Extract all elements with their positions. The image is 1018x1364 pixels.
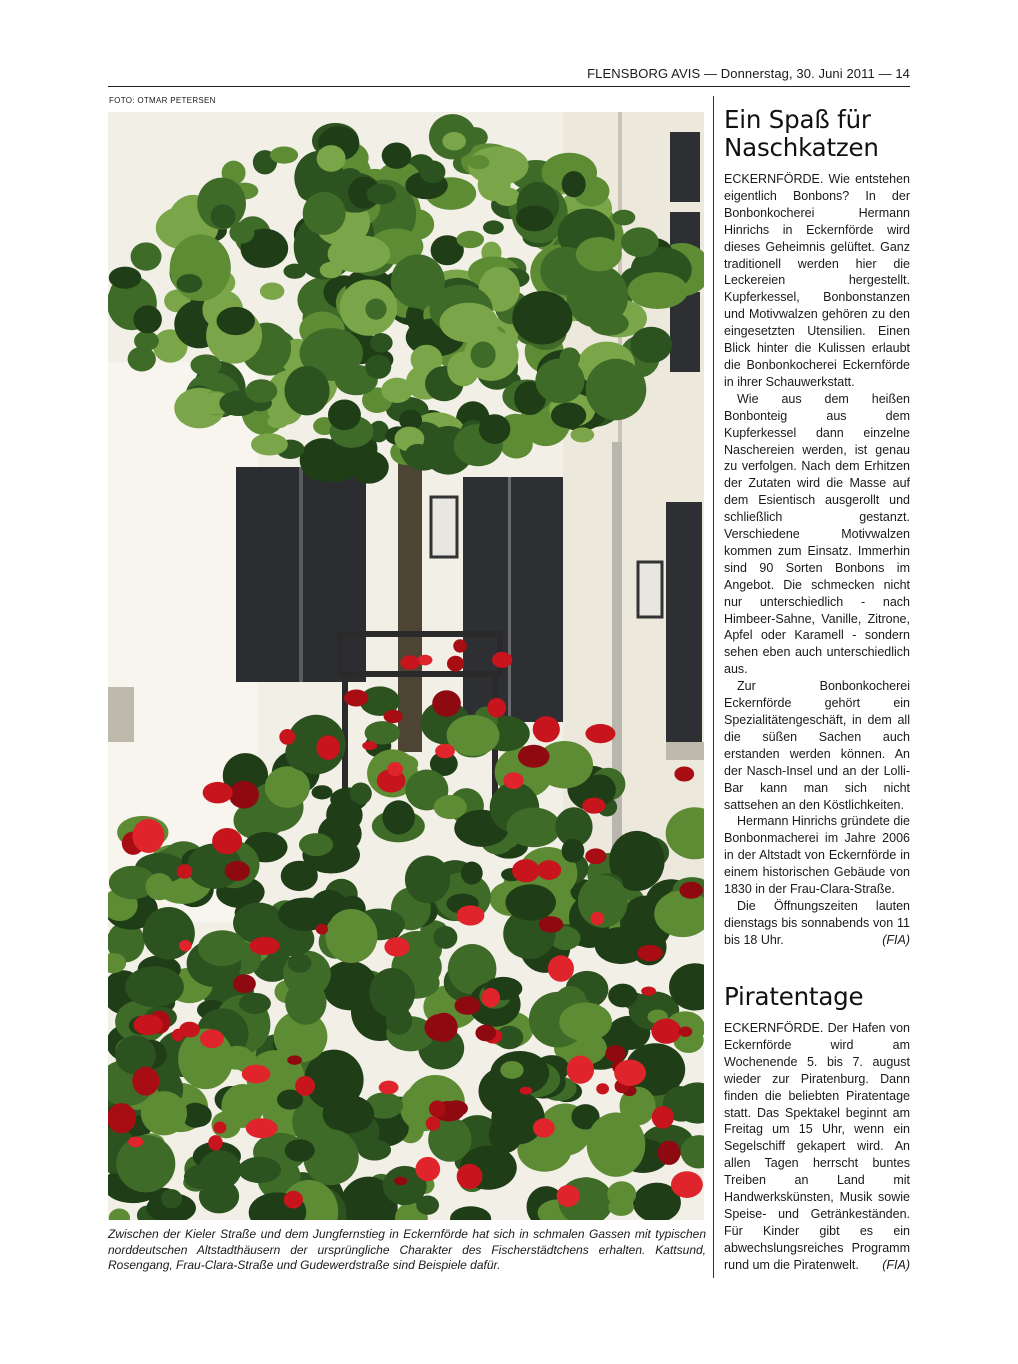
rose-blossom: [203, 782, 233, 803]
tree-leaf-cluster: [317, 145, 346, 172]
bush-leaf-cluster: [559, 1002, 612, 1041]
rose-blossom: [679, 882, 703, 899]
tree-leaf-cluster: [246, 379, 278, 403]
photo-caption: Zwischen der Kieler Straße und dem Jungfernstieg in Eckernförde hat sich in schmalen Gassen mit typischen norddeutschen Altstadthäusern der ursprüngliche Charakter des Fischerstädtchens erhalten. Kattsund, Rosengang, Frau-Clara-Straße und Gudewerdstraße sind Beispiele dafür.: [108, 1227, 706, 1272]
rose-blossom: [344, 690, 368, 707]
rose-blossom: [548, 955, 574, 982]
tree-leaf-cluster: [131, 242, 162, 270]
rose-blossom: [287, 1055, 302, 1065]
rose-blossom: [133, 1015, 162, 1036]
bush-leaf-cluster: [461, 862, 483, 885]
tree-leaf-cluster: [586, 359, 647, 420]
rose-bush-photo: [108, 112, 704, 1220]
tree-leaf-cluster: [251, 433, 288, 455]
tree-leaf-cluster: [170, 235, 231, 301]
bush-leaf-cluster: [607, 1181, 636, 1207]
rose-blossom: [596, 1083, 609, 1094]
article-paragraph-text: ECKERNFÖRDE. Der Hafen von Eckernförde wird am Wochenende 5. bis 7. august wieder zur Piratenburg. Dann finden die beliebten Piratentage statt. Das Spektakel beginnt am Freitag um 15 Uhr, wenn ein Segelschiff gekapert wird. An allen Tagen herrscht buntes Treiben an Land mit Handwerkskünsten, Musik sowie Speise- und Getränkeständen. Für Kinder gibt es ein abwechslungsreiches Programm rund um die Piratenwelt.: [724, 1021, 910, 1272]
tree-leaf-cluster: [270, 146, 298, 163]
bush-leaf-cluster: [238, 1157, 281, 1183]
author-signature: (FIA): [882, 932, 910, 947]
rose-blossom: [487, 698, 506, 718]
rose-blossom: [229, 781, 259, 809]
rose-blossom: [591, 912, 605, 925]
article-headline: Piratentage: [724, 982, 864, 1011]
tree-leaf-cluster: [382, 142, 412, 168]
rose-blossom: [213, 1122, 226, 1134]
bush-leaf-cluster: [358, 1140, 391, 1161]
tree-leaf-cluster: [457, 231, 485, 248]
tree-leaf-cluster: [576, 237, 622, 271]
rose-blossom: [637, 945, 663, 961]
rose-blossom: [457, 1164, 483, 1189]
rose-blossom: [533, 716, 560, 742]
tree-leaf-cluster: [229, 222, 254, 244]
tree-leaf-cluster: [405, 444, 431, 465]
rose-blossom: [679, 1026, 693, 1036]
rose-blossom: [520, 1087, 533, 1095]
rose-blossom: [225, 861, 250, 881]
tree-leaf-cluster: [128, 347, 156, 372]
rose-blossom: [503, 772, 523, 789]
tree-leaf-cluster: [479, 414, 510, 444]
rose-blossom: [285, 1193, 302, 1204]
article-paragraph: Wie aus dem heißen Bonbonteig aus dem Kupferkessel dann einzelne Naschereien werden, ist genau zu verfolgen. Nach dem Erhitzen der Zutaten wird die Masse auf dem Esientisch ausgerollt und schließlich gestanzt. Verschiedene Motivwalzen kommen zum Einsatz. Immerhin sind 90 Sorten Bonbons im Angebot. Die schmecken nicht nur unterschiedlich - nach Himbeer-Sahne, Vanille, Zitrone, Apfel oder Karamell - sondern sehen eben auch unterschiedlich aus.: [724, 391, 910, 677]
bush-leaf-cluster: [145, 873, 173, 900]
rose-blossom: [457, 905, 485, 925]
rose-blossom: [250, 937, 280, 955]
rose-blossom: [384, 937, 409, 956]
rose-blossom: [379, 1081, 399, 1095]
bush-leaf-cluster: [365, 721, 401, 744]
rose-blossom: [435, 744, 455, 758]
rose-blossom: [453, 639, 467, 652]
rose-blossom: [432, 690, 461, 717]
bush-leaf-cluster: [507, 808, 561, 848]
rose-blossom: [394, 1177, 407, 1186]
rose-blossom: [557, 1185, 580, 1207]
rose-blossom: [208, 1135, 222, 1150]
running-head-text: FLENSBORG AVIS — Donnerstag, 30. Juni 2011 — 14: [587, 66, 910, 81]
bush-leaf-cluster: [143, 907, 195, 960]
rose-blossom: [445, 1100, 468, 1116]
rose-blossom: [415, 1157, 440, 1181]
article-paragraph-last: [724, 1020, 910, 1274]
bush-leaf-cluster: [369, 968, 415, 1017]
rose-blossom: [384, 710, 403, 723]
tree-leaf-cluster: [628, 272, 688, 309]
rose-blossom: [641, 986, 656, 995]
rose-blossom: [582, 798, 605, 814]
rose-blossom: [179, 940, 192, 951]
rose-blossom: [172, 1029, 184, 1042]
rose-blossom: [295, 1076, 315, 1096]
tree-leaf-cluster: [328, 235, 391, 273]
running-head: [108, 66, 910, 87]
tree-leaf-cluster: [365, 299, 386, 320]
tree-leaf-cluster: [303, 192, 346, 235]
article-paragraph: Hermann Hinrichs gründete die Bonbonmacherei im Jahre 2006 in der Altstadt von Eckernförde in einem historischen Gebäude von 1830 in der Frau-Clara-Straße.: [724, 814, 911, 897]
tree-leaf-cluster: [177, 274, 203, 293]
article-body: [724, 1020, 910, 1274]
bush-leaf-cluster: [587, 1113, 646, 1177]
bush-leaf-cluster: [285, 980, 326, 1025]
rose-blossom: [279, 729, 295, 745]
rose-blossom: [426, 1116, 440, 1130]
rose-blossom: [585, 724, 615, 743]
rose-blossom: [108, 1103, 136, 1133]
bush-leaf-cluster: [161, 1189, 182, 1208]
tree-leaf-cluster: [512, 291, 572, 345]
rose-blossom: [429, 1101, 446, 1118]
tree-leaf-cluster: [630, 327, 672, 363]
article-paragraph-text: Die Öffnungszeiten lauten dienstags bis sonnabends von 11 bis 18 Uhr.: [724, 898, 910, 947]
bush-leaf-cluster: [325, 909, 377, 963]
rose-blossom: [400, 655, 419, 669]
bush-leaf-cluster: [125, 966, 184, 1007]
bush-leaf-cluster: [265, 766, 310, 808]
tree-leaf-cluster: [365, 355, 391, 379]
rose-blossom: [671, 1171, 703, 1198]
tree-leaf-cluster: [133, 305, 162, 333]
column-rule: [713, 96, 714, 1278]
tree-leaf-cluster: [109, 267, 142, 289]
tree-leaf-cluster: [621, 227, 659, 257]
rose-blossom: [518, 745, 550, 768]
bush-leaf-cluster: [489, 1117, 522, 1153]
rose-blossom: [605, 1045, 625, 1062]
rose-blossom: [475, 1025, 496, 1042]
rose-blossom: [585, 848, 606, 864]
bush-leaf-cluster: [116, 1135, 175, 1192]
article-paragraph: ECKERNFÖRDE. Wie entstehen eigentlich Bonbons? In der Bonbonkocherei Hermann Hinrichs in Eckernförde wird dieses Geheimnis gelüftet. Ganz traditionell werden hier die Leckereien hergestellt. Kupferkessel, Bonbonstanzen und Motivwalzen gehören zu den eingesetzten Utensilien. Einen Blick hinter die Kulissen erlaubt die Bonbonkocherei Eckernförde in ihrer Schauwerkstatt.: [724, 172, 910, 389]
rose-blossom: [233, 974, 256, 993]
tree-leaf-cluster: [440, 303, 499, 343]
rose-blossom: [388, 762, 403, 776]
tree-leaf-cluster: [381, 378, 412, 403]
rose-blossom: [537, 860, 561, 880]
rose-blossom: [200, 1029, 224, 1048]
rose-blossom: [177, 864, 193, 879]
bush-leaf-cluster: [433, 926, 457, 949]
tree-leaf-cluster: [551, 403, 586, 429]
bush-leaf-cluster: [198, 930, 247, 966]
tree-leaf-cluster: [349, 451, 388, 484]
tree-leaf-cluster: [285, 366, 330, 415]
rose-blossom: [567, 1056, 594, 1084]
article-piratentage: [724, 983, 910, 1274]
tree-leaf-cluster: [591, 292, 627, 317]
tree-leaf-cluster: [211, 204, 236, 228]
bush-leaf-cluster: [288, 954, 312, 973]
bush-leaf-cluster: [281, 861, 318, 891]
rose-blossom: [246, 1118, 278, 1138]
article-paragraph: Zur Bonbonkocherei Eckernförde gehört ein Spezialitätengeschäft, in dem all die süßen Sachen auch erstanden werden können. An der Nasch-Insel und an der Lolli-Bar kann man sich nicht sattsehen an den Köstlichkeiten.: [724, 679, 910, 812]
rose-blossom: [132, 1067, 159, 1096]
tree-leaf-cluster: [283, 264, 306, 279]
bush-leaf-cluster: [299, 833, 333, 856]
tree-leaf-cluster: [370, 333, 393, 352]
tree-leaf-cluster: [134, 331, 159, 351]
rose-blossom: [539, 916, 564, 932]
rose-blossom: [128, 1137, 143, 1148]
rose-blossom: [658, 1141, 681, 1165]
bush-leaf-cluster: [608, 984, 637, 1008]
photo-credit: FOTO: OTMAR PETERSEN: [109, 96, 216, 105]
rose-blossom: [132, 819, 164, 853]
bush-leaf-cluster: [562, 839, 585, 863]
tree-leaf-cluster: [562, 171, 586, 197]
rose-blossom: [674, 766, 694, 781]
bush-leaf-cluster: [505, 884, 556, 920]
tree-leaf-cluster: [483, 220, 504, 234]
tree-leaf-cluster: [516, 205, 553, 231]
tree-leaf-cluster: [420, 160, 446, 183]
article-naschkatzen: [724, 106, 910, 949]
rose-blossom: [430, 1013, 458, 1042]
rose-blossom: [242, 1065, 271, 1084]
tree-leaf-cluster: [612, 210, 635, 226]
tree-leaf-cluster: [217, 307, 255, 335]
bush-leaf-cluster: [500, 1061, 523, 1079]
rose-blossom: [316, 924, 328, 935]
rose-blossom: [481, 988, 500, 1008]
rose-blossom: [533, 1118, 555, 1137]
tree-leaf-cluster: [535, 358, 584, 403]
tree-leaf-cluster: [471, 342, 496, 368]
bush-leaf-cluster: [312, 785, 333, 799]
rose-blossom: [447, 656, 464, 672]
article-paragraph-last: [724, 898, 910, 949]
rose-blossom: [652, 1106, 674, 1129]
tree-leaf-cluster: [328, 399, 361, 430]
tree-leaf-cluster: [442, 132, 466, 150]
tree-leaf-cluster: [468, 155, 490, 169]
bush-leaf-cluster: [472, 727, 497, 745]
rose-blossom: [512, 859, 540, 882]
rose-blossom: [614, 1060, 646, 1086]
rose-blossom: [492, 652, 512, 668]
rose-blossom: [418, 655, 433, 666]
tree-leaf-cluster: [366, 184, 396, 205]
rose-blossom: [651, 1019, 681, 1044]
rose-blossom: [316, 735, 340, 760]
tree-leaf-cluster: [494, 187, 520, 206]
tree-leaf-cluster: [571, 427, 595, 442]
bush-leaf-cluster: [184, 1164, 224, 1190]
rose-blossom: [454, 996, 480, 1014]
article-body: [724, 171, 910, 949]
article-headline: Ein Spaß für Naschkatzen: [724, 105, 879, 162]
bush-leaf-cluster: [322, 961, 377, 1010]
bush-leaf-cluster: [141, 1091, 187, 1135]
bush-leaf-cluster: [405, 856, 450, 904]
photo-illustration: [108, 112, 704, 1220]
bush-leaf-cluster: [285, 1139, 315, 1161]
author-signature: (FIA): [882, 1257, 910, 1272]
rose-blossom: [212, 828, 242, 854]
tree-leaf-cluster: [260, 282, 284, 299]
bush-leaf-cluster: [335, 800, 361, 821]
bush-leaf-cluster: [382, 800, 415, 834]
tree-leaf-cluster: [268, 415, 289, 428]
bush-leaf-cluster: [434, 795, 467, 819]
rose-blossom: [362, 741, 377, 750]
bush-leaf-cluster: [239, 993, 271, 1014]
